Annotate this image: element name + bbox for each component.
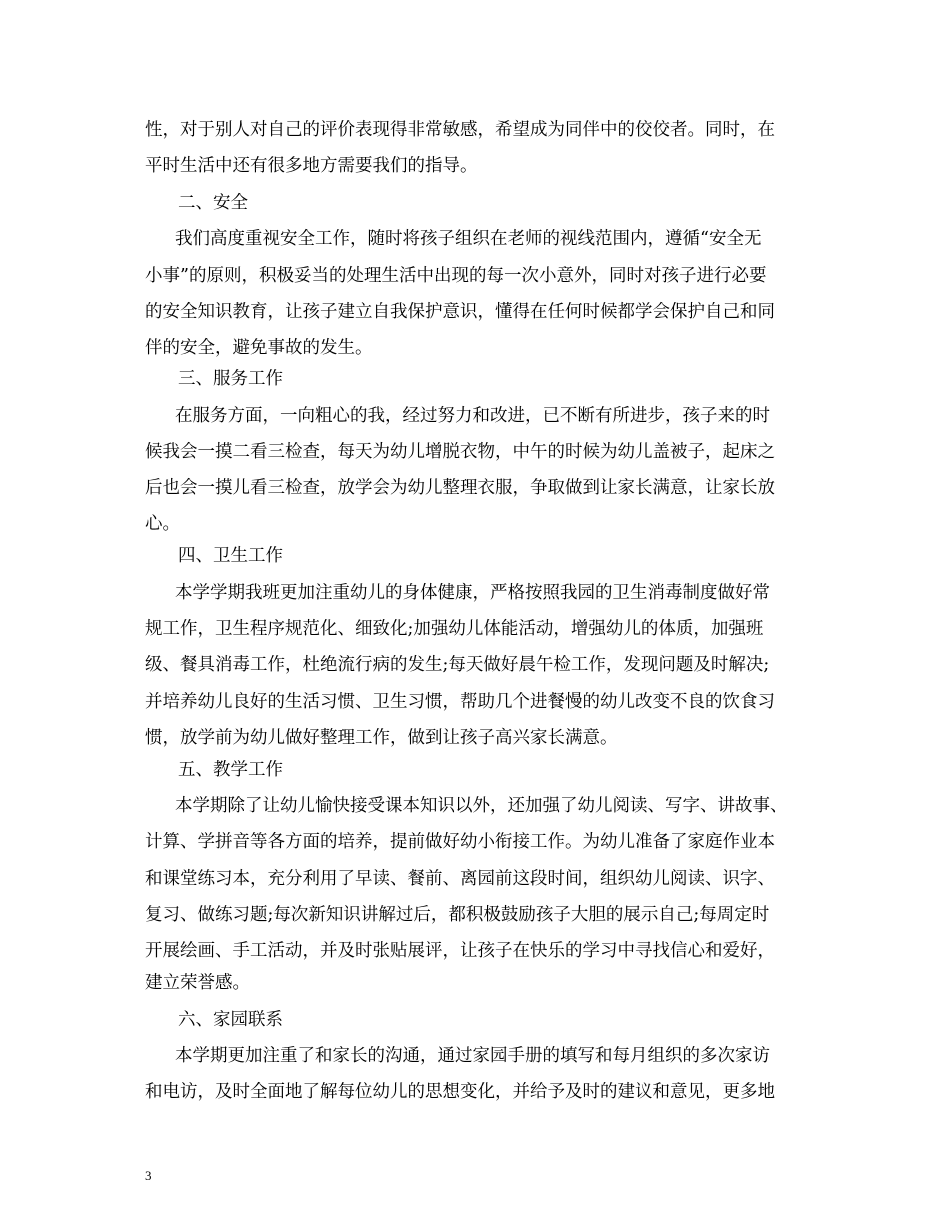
body-text-line: 平时生活中还有很多地方需要我们的指导。 bbox=[145, 156, 478, 176]
body-text-line: 的安全知识教育，让孩子建立自我保护意识，懂得在任何时候都学会保护自己和同 bbox=[145, 302, 775, 322]
section-heading-teaching: 五、教学工作 bbox=[178, 760, 283, 780]
body-text-line: 和电访，及时全面地了解每位幼儿的思想变化，并给予及时的建议和意见，更多地 bbox=[145, 1082, 775, 1102]
body-text-line: 复习、做练习题;每次新知识讲解过后，都积极鼓励孩子大胆的展示自己;每周定时 bbox=[145, 905, 770, 925]
body-text-line: 并培养幼儿良好的生活习惯、卫生习惯，帮助几个进餐慢的幼儿改变不良的饮食习 bbox=[145, 692, 775, 712]
body-text-line: 性，对于别人对自己的评价表现得非常敏感，希望成为同伴中的佼佼者。同时，在 bbox=[145, 120, 775, 140]
body-text-line: 和课堂练习本，充分利用了早读、餐前、离园前这段时间，组织幼儿阅读、识字、 bbox=[145, 869, 775, 889]
section-heading-safety: 二、安全 bbox=[178, 193, 248, 213]
body-text-line: 我们高度重视安全工作，随时将孩子组织在老师的视线范围内，遵循“安全无 bbox=[175, 229, 762, 249]
body-text-line: 建立荣誉感。 bbox=[145, 973, 250, 993]
body-text-line: 级、餐具消毒工作，杜绝流行病的发生;每天做好晨午检工作，发现问题及时解决; bbox=[145, 655, 770, 675]
body-text-line: 小事”的原则，积极妥当的处理生活中出现的每一次小意外，同时对孩子进行必要 bbox=[145, 266, 767, 286]
body-text-line: 本学期除了让幼儿愉快接受课本知识以外，还加强了幼儿阅读、写字、讲故事、 bbox=[175, 796, 788, 816]
section-heading-service: 三、服务工作 bbox=[178, 369, 283, 389]
section-heading-hygiene: 四、卫生工作 bbox=[178, 546, 283, 566]
body-text-line: 惯，放学前为幼儿做好整理工作，做到让孩子高兴家长满意。 bbox=[145, 728, 618, 748]
body-text-line: 计算、学拼音等各方面的培养，提前做好幼小衔接工作。为幼儿准备了家庭作业本 bbox=[145, 832, 775, 852]
body-text-line: 在服务方面，一向粗心的我，经过努力和改进，已不断有所进步，孩子来的时 bbox=[175, 406, 770, 426]
body-text-line: 本学期更加注重了和家长的沟通，通过家园手册的填写和每月组织的多次家访 bbox=[175, 1046, 770, 1066]
body-text-line: 候我会一摸二看三检查，每天为幼儿增脱衣物，中午的时候为幼儿盖被子，起床之 bbox=[145, 442, 775, 462]
body-text-line: 后也会一摸儿看三检查，放学会为幼儿整理衣服，争取做到让家长满意，让家长放 bbox=[145, 478, 775, 498]
body-text-line: 伴的安全，避免事故的发生。 bbox=[145, 338, 373, 358]
body-text-line: 开展绘画、手工活动，并及时张贴展评，让孩子在快乐的学习中寻找信心和爱好， bbox=[145, 941, 775, 961]
body-text-line: 规工作，卫生程序规范化、细致化;加强幼儿体能活动，增强幼儿的体质，加强班 bbox=[145, 619, 764, 639]
page-number: 3 bbox=[145, 1168, 152, 1183]
body-text-line: 本学学期我班更加注重幼儿的身体健康，严格按照我园的卫生消毒制度做好常 bbox=[175, 583, 770, 603]
section-heading-home-school: 六、家园联系 bbox=[178, 1010, 283, 1030]
body-text-line: 心。 bbox=[145, 514, 180, 534]
